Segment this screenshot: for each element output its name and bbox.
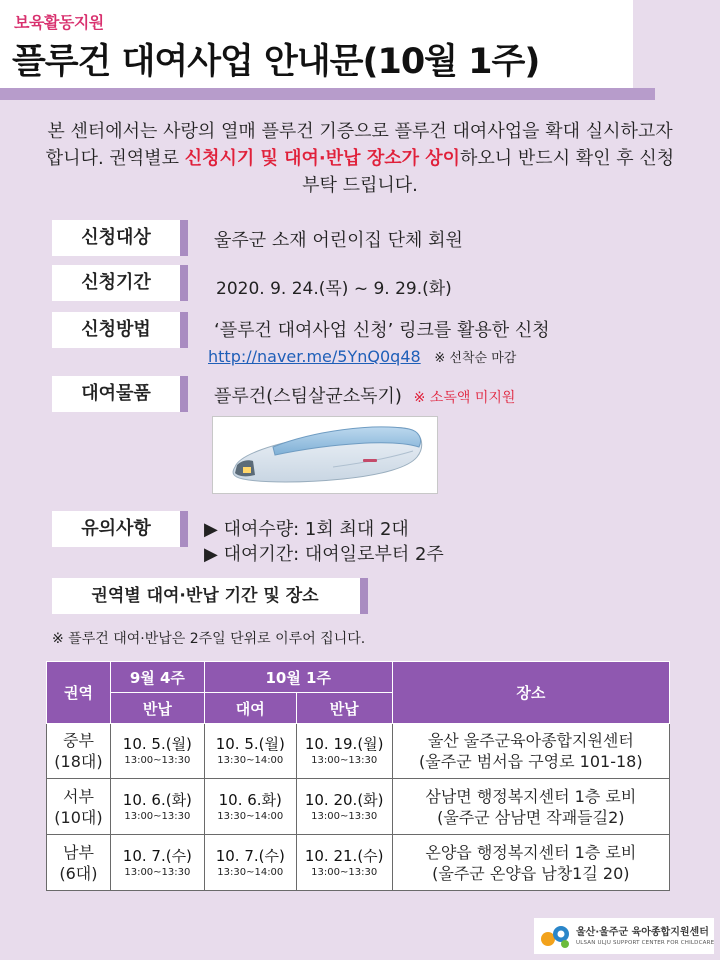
header-subtitle: 보육활동지원 <box>14 13 104 32</box>
place-cell <box>392 835 669 891</box>
place-cell <box>392 724 669 779</box>
date-cell <box>296 724 392 779</box>
label-accent-bar <box>180 312 188 348</box>
date-main: 10. 6.화) <box>218 790 282 809</box>
date-time: 13:00~13:30 <box>124 755 191 766</box>
date-cell <box>204 835 296 891</box>
date-main: 10. 5.(월) <box>215 735 285 753</box>
date-main: 10. 7.(수) <box>122 846 192 865</box>
place-name: 울산 울주군육아종합지원센터 <box>427 731 634 750</box>
value-item <box>214 382 515 408</box>
org-name-english: ULSAN ULJU SUPPORT CENTER FOR CHILDCARE <box>576 940 715 946</box>
label-method-text: 신청방법 <box>81 319 151 340</box>
steam-sterilizer-image <box>213 417 437 493</box>
label-caution <box>52 511 188 547</box>
label-period-text: 신청기간 <box>81 272 151 293</box>
label-accent-bar <box>180 220 188 256</box>
intro-text-2: 하오니 반드시 확인 후 신청 부탁 드립니다. <box>302 148 675 196</box>
date-main: 10. 19.(월) <box>304 735 384 753</box>
date-main: 10. 7.(수) <box>215 846 285 865</box>
date-time: 13:30~14:00 <box>217 866 284 878</box>
label-method <box>52 312 188 348</box>
org-logo-icon <box>539 922 571 950</box>
date-cell <box>204 724 296 779</box>
region-count: (18대) <box>54 752 103 771</box>
place-cell <box>392 779 669 835</box>
method-note: ※ 선착순 마감 <box>434 351 517 366</box>
table-row <box>47 779 670 835</box>
item-name: 플루건(스팀살균소독기) <box>214 386 402 407</box>
date-time: 13:00~13:30 <box>124 810 191 822</box>
place-address: (울주군 삼남면 작괘들길2) <box>437 807 625 827</box>
date-time: 13:00~13:30 <box>311 755 378 766</box>
caution-period: ▶ 대여기간: 대여일로부터 2주 <box>204 544 444 565</box>
date-cell <box>110 835 204 891</box>
date-time: 13:30~14:00 <box>217 755 284 766</box>
header-week-oct1: 10월 1주 <box>204 662 392 693</box>
table-row <box>47 724 670 779</box>
schedule-heading-text: 권역별 대여·반납 기간 및 장소 <box>91 586 319 606</box>
table-header-row <box>47 662 670 693</box>
header-stripe <box>0 88 655 100</box>
header-region: 권역 <box>47 662 111 724</box>
value-period: 2020. 9. 24.(목) ~ 9. 29.(화) <box>216 279 452 299</box>
place-address: (울주군 범서읍 구영로 101-18) <box>419 752 643 771</box>
region-name: 서부 <box>62 786 94 806</box>
date-cell <box>296 779 392 835</box>
label-target-text: 신청대상 <box>81 227 151 248</box>
label-accent-bar <box>180 265 188 301</box>
value-target: 울주군 소재 어린이집 단체 회원 <box>214 230 463 251</box>
region-cell <box>47 779 111 835</box>
org-name: 울산·울주군 육아종합지원센터 <box>576 927 709 938</box>
label-item <box>52 376 188 412</box>
intro-paragraph <box>40 118 680 199</box>
header-place: 장소 <box>392 662 669 724</box>
header-return: 반납 <box>110 693 204 724</box>
page-title: 플루건 대여사업 안내문(10월 1주) <box>12 42 540 82</box>
region-cell <box>47 835 111 891</box>
label-accent-bar <box>180 511 188 547</box>
header-rent: 대여 <box>204 693 296 724</box>
product-image <box>212 416 438 494</box>
place-name: 삼남면 행정복지센터 1층 로비 <box>425 786 637 806</box>
date-time: 13:00~13:30 <box>124 866 191 878</box>
item-note: ※ 소독액 미지원 <box>413 390 516 406</box>
place-name: 온양읍 행정복지센터 1층 로비 <box>425 842 637 862</box>
date-cell <box>110 724 204 779</box>
organization-logo <box>534 918 714 954</box>
date-main: 10. 20.(화) <box>304 790 384 809</box>
date-cell <box>204 779 296 835</box>
schedule-table <box>46 661 670 891</box>
label-target <box>52 220 188 256</box>
date-time: 13:00~13:30 <box>311 810 378 822</box>
caution-quantity: ▶ 대여수량: 1회 최대 2대 <box>204 519 409 540</box>
header-week-sep4: 9월 4주 <box>110 662 204 693</box>
region-cell <box>47 724 111 779</box>
method-link-line <box>208 346 516 367</box>
label-period <box>52 265 188 301</box>
value-method: ‘플루건 대여사업 신청’ 링크를 활용한 신청 <box>214 320 550 341</box>
intro-text-1: 본 센터에서는 사랑의 열매 플루건 기증으로 플루건 대여사업을 확대 실시하고자 합니다. 권역별로 <box>45 121 673 169</box>
application-link[interactable]: http://naver.me/5YnQ0q48 <box>208 347 421 366</box>
region-name: 남부 <box>62 842 94 862</box>
heading-accent-bar <box>360 578 368 614</box>
schedule-heading <box>52 578 368 614</box>
region-count: (10대) <box>54 807 103 827</box>
date-time: 13:00~13:30 <box>311 866 378 878</box>
date-cell <box>296 835 392 891</box>
place-address: (울주군 온양읍 남창1길 20) <box>432 863 630 883</box>
label-item-text: 대여물품 <box>81 383 151 404</box>
table-row <box>47 835 670 891</box>
date-time: 13:30~14:00 <box>217 810 284 822</box>
label-caution-text: 유의사항 <box>81 518 151 539</box>
date-main: 10. 6.(화) <box>122 790 192 809</box>
region-name: 중부 <box>62 731 94 750</box>
date-cell <box>110 779 204 835</box>
region-count: (6대) <box>59 863 98 883</box>
intro-highlight: 신청시기 및 대여·반납 장소가 상이 <box>184 148 461 169</box>
date-main: 10. 21.(수) <box>304 846 384 865</box>
label-accent-bar <box>180 376 188 412</box>
date-main: 10. 5.(월) <box>122 735 192 753</box>
schedule-note: ※ 플루건 대여·반납은 2주일 단위로 이루어 집니다. <box>52 631 366 647</box>
header-return-2: 반납 <box>296 693 392 724</box>
